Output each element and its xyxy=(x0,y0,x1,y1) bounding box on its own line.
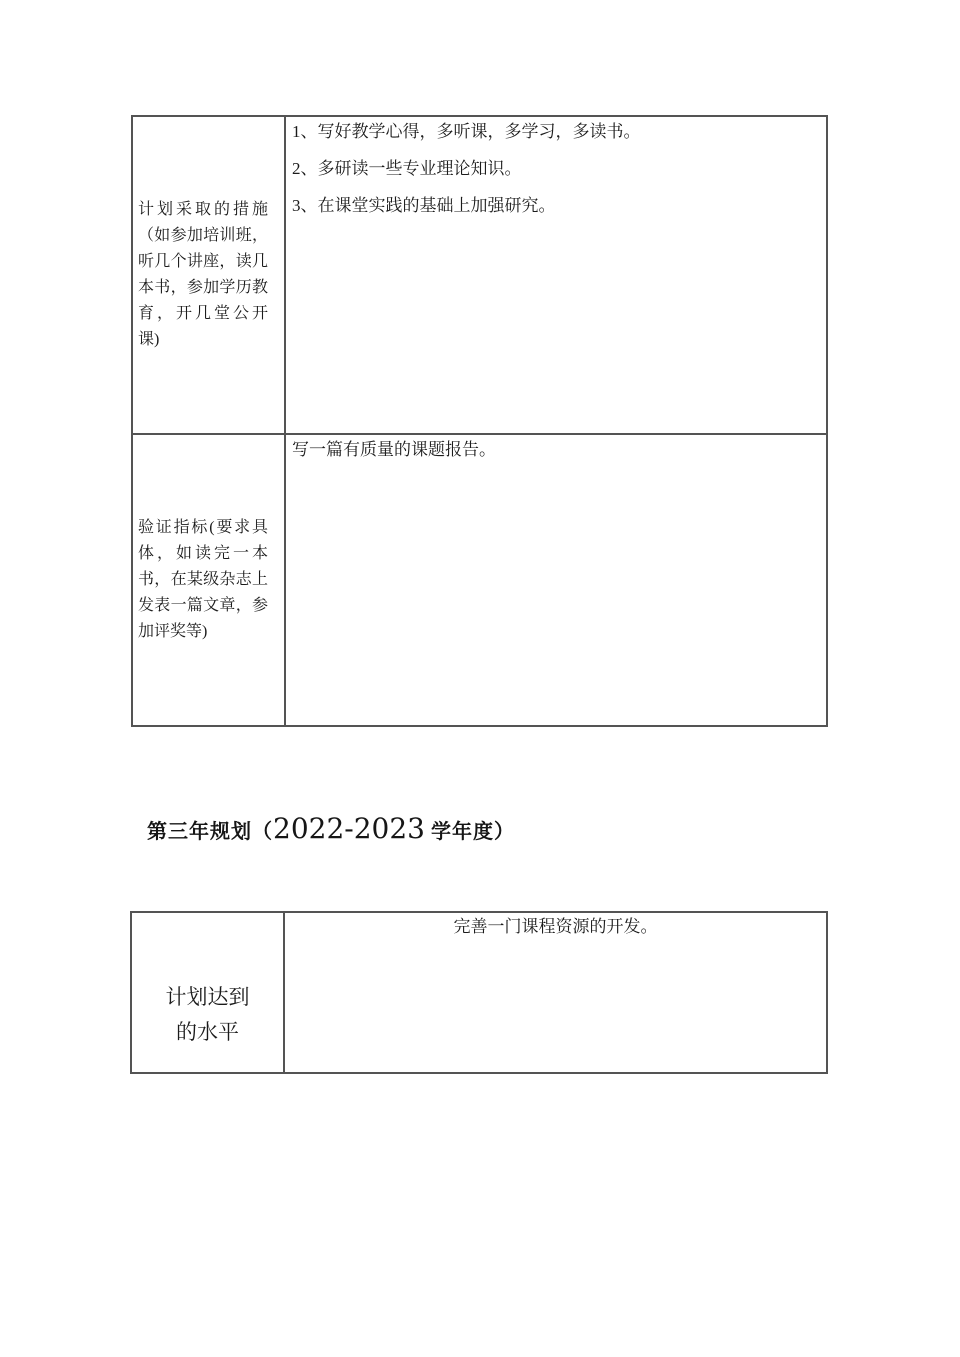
plan-label-cell xyxy=(132,913,285,1072)
section-heading-suffix: 学年度） xyxy=(424,821,515,843)
measures-content-cell xyxy=(286,117,826,435)
plan-label-line2: 的水平 xyxy=(176,1020,239,1044)
measure-item-2: 2、多研读一些专业理论知识。 xyxy=(292,159,522,178)
measures-table xyxy=(131,115,828,727)
verification-content-cell xyxy=(286,435,826,725)
plan-content: 完善一门课程资源的开发。 xyxy=(453,917,658,936)
plan-content-cell xyxy=(285,913,826,1072)
plan-table xyxy=(130,911,828,1074)
section-heading-years: 2022-2023 xyxy=(273,812,425,845)
verification-label: 验证指标(要求具体，如读完一本书，在某级杂志上发表一篇文章，参加评奖等) xyxy=(138,519,268,640)
section-heading xyxy=(147,812,515,845)
verification-label-cell xyxy=(133,435,286,725)
section-heading-prefix: 第三年规划（ xyxy=(147,821,273,843)
measure-item-3: 3、在课堂实践的基础上加强研究。 xyxy=(292,196,556,215)
measure-item-1: 1、写好教学心得，多听课，多学习，多读书。 xyxy=(292,122,641,141)
plan-label-line1: 计划达到 xyxy=(165,985,250,1009)
measures-label: 计划采取的措施（如参加培训班，听几个讲座，读几本书，参加学历教育，开几堂公开课) xyxy=(138,201,268,348)
verification-content: 写一篇有质量的课题报告。 xyxy=(292,440,496,459)
measures-label-cell xyxy=(133,117,286,435)
